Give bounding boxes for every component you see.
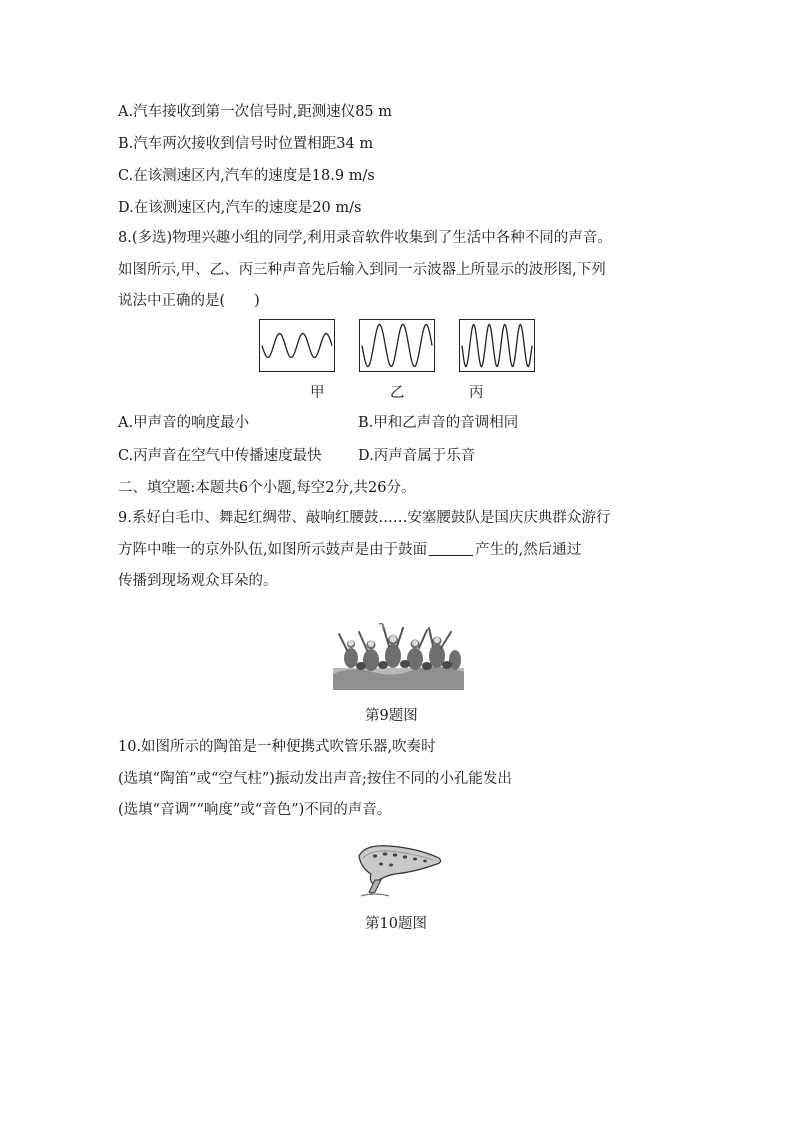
q7-option-c: C.在该测速区内,汽车的速度是18.9 m/s [118,168,375,184]
q10-figure-caption: 第10题图 [365,916,427,932]
q8-option-c: C.丙声音在空气中传播速度最快 [118,448,322,464]
q10-figure-ocarina [355,840,445,898]
waveform-yi [359,319,435,372]
q10-stem-line-3: (选填“音调”“响度”或“音色”)不同的声音。 [118,802,392,818]
q8-option-d: D.丙声音属于乐音 [358,448,476,464]
waveform-label-jia: 甲 [310,385,325,401]
waveform-jia-curve [260,320,334,371]
q10-stem-line-1: 10.如图所示的陶笛是一种便携式吹管乐器,吹奏时 [118,739,436,755]
q9-figure-drum-dancers [333,622,464,690]
q9-stem-line-2 [118,540,581,560]
waveform-label-bing: 丙 [469,385,484,401]
q8-option-a: A.甲声音的响度最小 [118,415,250,431]
q9-answer-blank[interactable] [429,541,473,556]
q9-stem-line-3: 传播到现场观众耳朵的。 [118,573,278,589]
q7-option-a: A.汽车接收到第一次信号时,距测速仪85 m [118,104,392,120]
waveform-bing-curve [460,320,534,371]
q8-option-b: B.甲和乙声音的音调相同 [358,415,519,431]
section-heading-fill-in: 二、填空题:本题共6个小题,每空2分,共26分。 [118,480,416,496]
q7-option-d: D.在该测速区内,汽车的速度是20 m/s [118,200,362,216]
q9-line2-before: 方阵中唯一的京外队伍,如图所示鼓声是由于鼓面 [118,542,428,558]
waveform-jia [259,319,335,372]
q8-stem-line-1: 8.(多选)物理兴趣小组的同学,利用录音软件收集到了生活中各种不同的声音。 [118,230,612,246]
waveform-yi-curve [360,320,434,371]
q9-stem-line-1: 9.系好白毛巾、舞起红绸带、敲响红腰鼓……安塞腰鼓队是国庆庆典群众游行 [118,510,611,526]
q8-stem-line-3: 说法中正确的是( ) [118,293,260,309]
q9-line2-after: 产生的,然后通过 [475,542,582,558]
q10-stem-line-2: (选填“陶笛”或“空气柱”)振动发出声音;按住不同的小孔能发出 [118,771,512,787]
waveform-label-yi: 乙 [390,385,405,401]
q8-stem-line-2: 如图所示,甲、乙、丙三种声音先后输入到同一示波器上所显示的波形图,下列 [118,262,606,278]
q7-option-b: B.汽车两次接收到信号时位置相距34 m [118,136,374,152]
q9-figure-caption: 第9题图 [365,708,418,724]
waveform-bing [459,319,535,372]
